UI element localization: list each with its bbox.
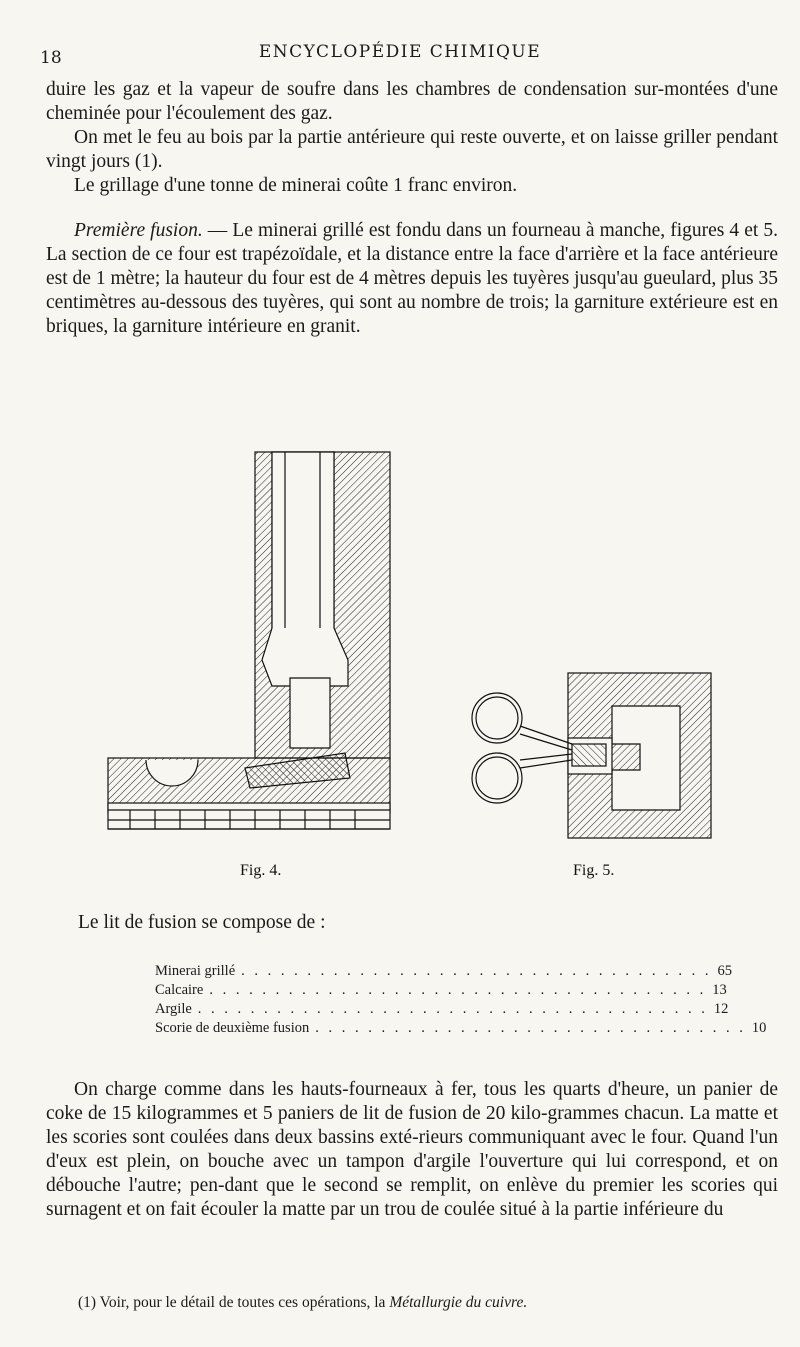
composition-value: 12 bbox=[713, 1001, 729, 1017]
composition-label: Argile bbox=[155, 1001, 192, 1017]
paragraph-4 bbox=[46, 219, 778, 339]
page-number: 18 bbox=[40, 48, 62, 68]
text-block-top bbox=[46, 78, 778, 339]
figure-4-drawing bbox=[108, 452, 390, 829]
paragraph-2: On met le feu au bois par la partie antérieure qui reste ouverte, et on laisse griller pendant vingt jours (1). bbox=[46, 127, 778, 172]
leader-dots: . . . . . . . . . . . . . . . . . . . . . . . . . . . . . . . . . . . . . . bbox=[209, 982, 707, 998]
composition-value: 65 bbox=[717, 963, 733, 979]
leader-dots: . . . . . . . . . . . . . . . . . . . . . . . . . . . . . . . . . . . . . . . bbox=[197, 1001, 708, 1017]
composition-intro: Le lit de fusion se compose de : bbox=[78, 912, 326, 933]
text-block-bottom bbox=[46, 1078, 778, 1222]
composition-row bbox=[155, 962, 733, 981]
composition-label: Scorie de deuxième fusion bbox=[155, 1020, 310, 1036]
composition-label: Minerai grillé bbox=[155, 963, 236, 979]
figures-area bbox=[0, 448, 800, 888]
page-header bbox=[0, 38, 800, 68]
composition-label: Calcaire bbox=[155, 982, 204, 998]
paragraph-4-text: — Le minerai grillé est fondu dans un fourneau à manche, figures 4 et 5. La section de ce four est trapézoïdale, et la distance entre la face d'arrière et la face antérieure est de 1 mètre; la hauteur du four est de 4 mètres depuis les tuyères jusqu'au gueulard, plus 35 centimètres au-dessous des tuyères, qui sont au nombre de trois; la garniture extérieure est en briques, la garniture intérieure en granit. bbox=[46, 220, 779, 337]
footnote-reference: Métallurgie du cuivre. bbox=[389, 1294, 528, 1311]
running-title: ENCYCLOPÉDIE CHIMIQUE bbox=[258, 42, 542, 62]
leader-dots: . . . . . . . . . . . . . . . . . . . . . . . . . . . . . . . . . . . . bbox=[241, 963, 712, 979]
composition-value: 10 bbox=[751, 1020, 767, 1036]
paragraph-5: On charge comme dans les hauts-fourneaux à fer, tous les quarts d'heure, un panier de coke de 15 kilogrammes et 5 paniers de lit de fusion de 20 kilo-grammes chacun. La matte et les scories sont coulées dans deux bassins exté-rieurs communiquant avec le four. Quand l'un d'eux est plein, on bouche avec un tampon d'argile l'ouverture qui lui correspond, et on débouche l'autre; pen-dant que le second se remplit, on enlève du premier les scories qui surnagent et on fait écouler la matte par un trou de coulée situé à la partie inférieure du bbox=[46, 1079, 778, 1220]
paragraph-3: Le grillage d'une tonne de minerai coûte 1 franc environ. bbox=[74, 175, 518, 196]
footnote-text: Voir, pour le détail de toutes ces opérations, la bbox=[96, 1294, 390, 1311]
composition-value: 13 bbox=[712, 982, 727, 998]
footnote bbox=[78, 1294, 527, 1312]
fig5-caption: Fig. 5. bbox=[573, 862, 615, 879]
furnace-drawings bbox=[0, 448, 800, 888]
composition-row bbox=[155, 1000, 729, 1019]
fig4-caption: Fig. 4. bbox=[240, 862, 282, 879]
leader-dots: . . . . . . . . . . . . . . . . . . . . . . . . . . . . . . . . . bbox=[315, 1020, 746, 1036]
composition-row bbox=[155, 981, 727, 1000]
figure-5-drawing bbox=[472, 673, 711, 838]
section-lead: Première fusion. bbox=[74, 220, 203, 241]
composition-table bbox=[155, 962, 767, 1038]
paragraph-1: duire les gaz et la vapeur de soufre dans les chambres de condensation sur-montées d'une cheminée pour l'écoulement des gaz. bbox=[46, 79, 778, 124]
footnote-marker: (1) bbox=[78, 1294, 97, 1311]
composition-row bbox=[155, 1019, 767, 1038]
